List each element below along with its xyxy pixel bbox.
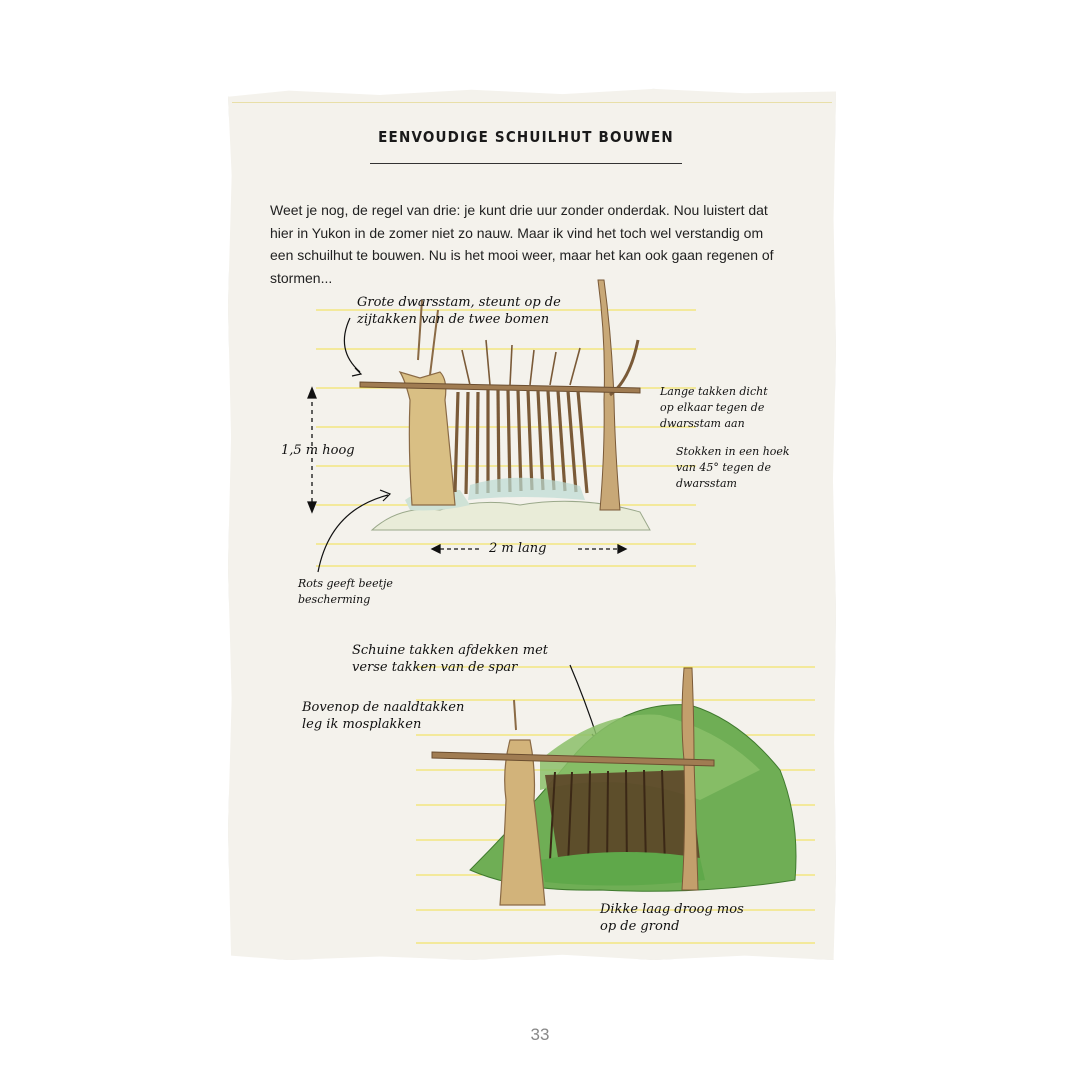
- note-sticks-angle: Stokken in een hoek van 45° tegen de dwarsstam: [676, 445, 790, 490]
- note-crossbeam: Grote dwarsstam, steunt op de zijtakken van de twee bomen: [357, 295, 561, 327]
- page-title: EENVOUDIGE SCHUILHUT BOUWEN: [378, 128, 674, 146]
- height-label: 1,5 m hoog: [281, 443, 355, 458]
- note-long-branches: Lange takken dicht op elkaar tegen de dwarsstam aan: [660, 385, 768, 430]
- note-rock: Rots geeft beetje bescherming: [298, 577, 393, 606]
- intro-text: Weet je nog, de regel van drie: je kunt drie uur zonder onderdak. Nou luistert dat hier in Yukon in de zomer niet zo nauw. Maar ik vind het toch wel verstandig om een schuilhut te bouwen. Nu is het mooi weer, maar het kan ook gaan regenen of stormen...: [270, 202, 774, 286]
- note-cover-branches: Schuine takken afdekken met verse takken van de spar: [352, 643, 548, 675]
- covered-shelter-drawing: [432, 668, 796, 905]
- note-moss-top: Bovenop de naaldtakken leg ik mosplakken: [302, 700, 465, 732]
- note-ground-moss: Dikke laag droog mos op de grond: [600, 902, 744, 934]
- length-label: 2 m lang: [489, 541, 547, 556]
- page-number: 33: [530, 1025, 550, 1044]
